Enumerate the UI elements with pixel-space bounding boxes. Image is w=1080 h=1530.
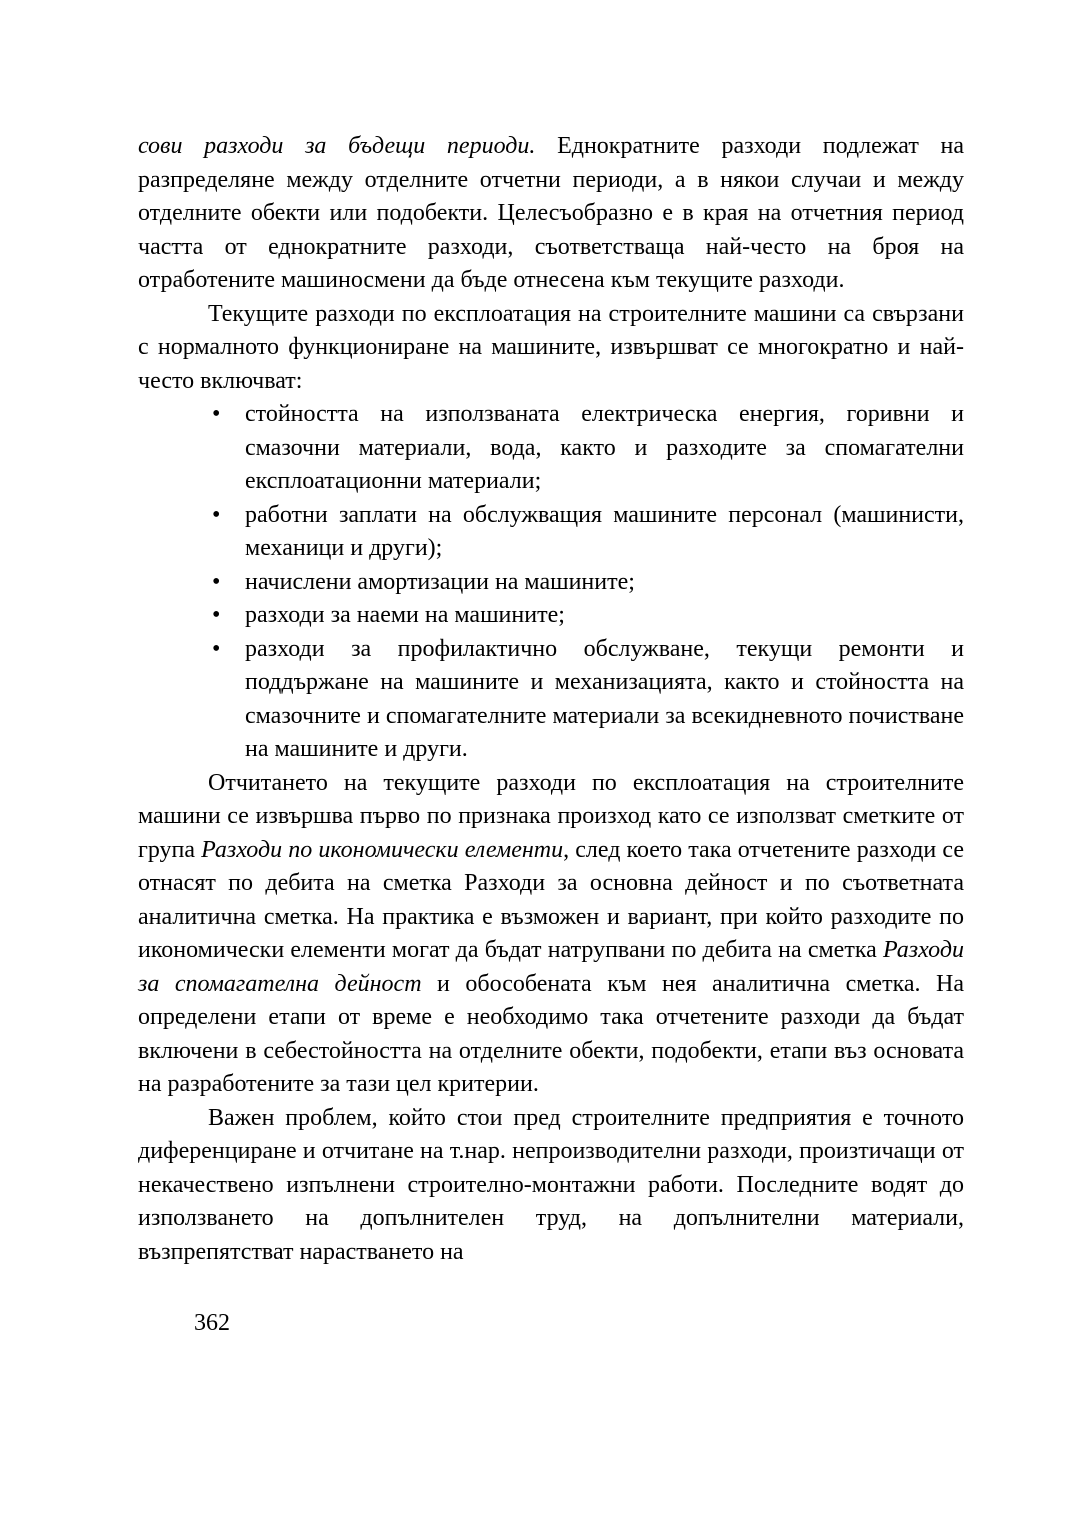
italic-text-run: Разходи за спомагателна дейност: [138, 937, 964, 997]
text-run: Текущите разходи по експлоатация на строителните машини са свързани с нормалното функциониране на машините, извършват се многократно и най-често включват:: [138, 300, 964, 394]
text-run: Еднократните разходи подлежат на разпределяне между отделните отчетни периоди, а в някои случаи и между отделните обекти или подобекти. Целесъобразно е в края на отчетния период частта от еднократните разходи, съответстваща най-често на броя на отработените машиносмени да бъде отнесена към текущите разходи.: [138, 133, 964, 293]
paragraph: [138, 130, 964, 298]
paragraph: [138, 1102, 964, 1270]
list-item: [245, 499, 964, 566]
list-item: [245, 633, 964, 767]
text-run: Важен проблем, който стои пред строителните предприятия е точното диференциране и отчитане на т.нар. непроизводителни разходи, произтичащи от некачествено изпълнени строително-монтажни работи. Последните водят до използването на допълнителен труд, на допълнителни материали, възпрепятстват нарастването на: [138, 1104, 964, 1265]
list-item: [245, 599, 964, 633]
italic-text-run: Разходи по икономически елементи: [201, 836, 564, 863]
bullet-list: [138, 398, 964, 767]
italic-text-run: сови разходи за бъдещи периоди.: [138, 133, 536, 159]
text-run: стойността на използваната електрическа енергия, горивни и смазочни материали, вода, както и разходите за спомагателни експлоатационни материали;: [245, 401, 964, 494]
text-run: и обособената към нея аналитична сметка. На определени етапи от време е необходимо така отчетените разходи да бъдат включени в себестойността на отделните обекти, подобекти, етапи въз основата на разработените за тази цел критерии.: [138, 970, 965, 1097]
text-run: разходи за наеми на машините;: [245, 602, 565, 628]
text-run: начислени амортизации на машините;: [245, 568, 635, 595]
text-run: Отчитането на текущите разходи по експлоатация на строителните машини се извършва първо по признака произход като се използват сметките от група: [138, 769, 964, 863]
text-run: разходи за профилактично обслужване, текущи ремонти и поддържане на машините и механизацията, както и стойността на смазочните и спомагателните материали за всекидневното почистване на машините и други.: [245, 635, 964, 762]
list-item: [245, 566, 964, 600]
paragraph: [138, 298, 964, 399]
text-run: работни заплати на обслужващия машините персонал (машинисти, механици и други);: [245, 501, 964, 561]
paragraph: [138, 767, 964, 1102]
text-run: , след което така отчетените разходи се отнасят по дебита на сметка Разходи за основна дейност и по съответната аналитична сметка. На практика е възможен и вариант, при който разходите по икономически елементи могат да бъдат натрупвани по дебита на сметка: [138, 836, 964, 963]
page-number: 362: [194, 1310, 230, 1336]
list-item: [245, 398, 964, 499]
page-text: [138, 130, 964, 1269]
